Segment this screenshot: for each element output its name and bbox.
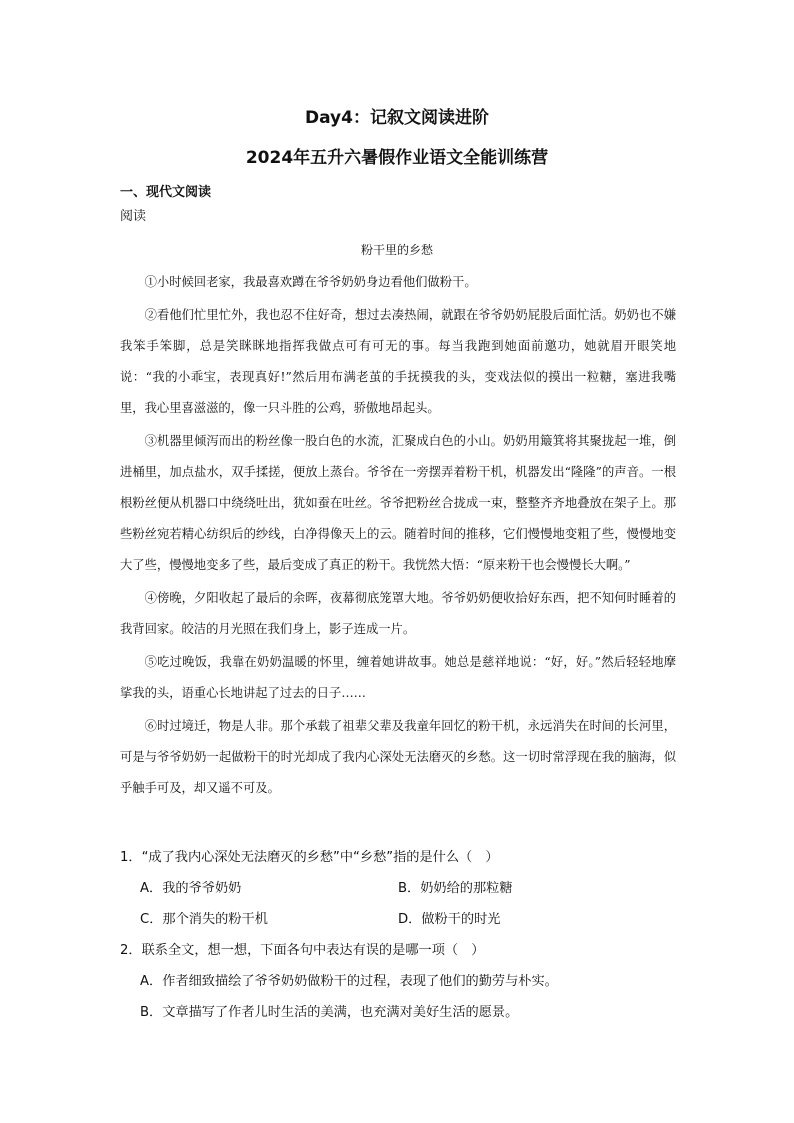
question-stem: 1．“成了我内心深处无法磨灭的乡愁”中“乡愁”指的是什么（ ） <box>120 850 499 865</box>
article-paragraph: ③机器里倾泻而出的粉丝像一股白色的水流，汇聚成白色的小山。奶奶用簸箕将其聚拢起一堆，倒进桶里，加点盐水，双手揉搓，便放上蒸台。爷爷在一旁摆弄着粉干机，机器发出“隆隆”的声音。一根根粉丝便从机器口中绕绕吐出，犹如蚕在吐丝。爷爷把粉丝合拢成一束，整整齐齐地叠放在架子上。那些粉丝宛若精心纺织后的纱线，白净得像天上的云。随着时间的推移，它们慢慢地变粗了些，慢慢地变大了些，慢慢地变多了些，最后变成了真正的粉干。我恍然大悟：“原来粉干也会慢慢长大啊。” <box>120 434 676 572</box>
option-row <box>120 873 676 904</box>
option-a: A．我的爷爷奶奶 <box>140 881 242 896</box>
article-paragraph: ⑤吃过晚饭，我靠在奶奶温暖的怀里，缠着她讲故事。她总是慈祥地说：“好，好。”然后轻轻地摩挲我的头，语重心长地讲起了过去的日子…… <box>120 655 676 700</box>
article-title: 粉干里的乡愁 <box>360 243 433 257</box>
reading-label: 阅读 <box>120 209 147 224</box>
question-stem: 2．联系全文，想一想，下面各句中表达有误的是哪一项（ ） <box>120 943 485 958</box>
option-row <box>120 904 676 935</box>
article-paragraph: ④傍晚，夕阳收起了最后的余晖，夜幕彻底笼罩大地。爷爷奶奶便收拾好东西，把不知何时睡着的我背回家。皎洁的月光照在我们身上，影子连成一片。 <box>120 591 676 636</box>
question-list <box>120 842 676 1028</box>
option-c: C．那个消失的粉干机 <box>140 912 268 927</box>
article-paragraph: ②看他们忙里忙外，我也忍不住好奇，想过去凑热闹，就跟在爷爷奶奶屁股后面忙活。奶奶也不嫌我笨手笨脚，总是笑眯眯地指挥我做点可有可无的事。每当我跑到她面前邀功，她就眉开眼笑地说：“我的小乖宝，表现真好!”然后用布满老茧的手抚摸我的头，变戏法似的摸出一粒糖，塞进我嘴里，我心里喜滋滋的，像一只斗胜的公鸡，骄傲地昂起头。 <box>120 308 676 415</box>
option-a: A．作者细致描绘了爷爷奶奶做粉干的过程，表现了他们的勤劳与朴实。 <box>140 974 558 989</box>
option-b: B．文章描写了作者儿时生活的美满，也充满对美好生活的愿景。 <box>140 1005 519 1020</box>
article-paragraph: ①小时候回老家，我最喜欢蹲在爷爷奶奶身边看他们做粉干。 <box>144 275 477 289</box>
page-title: Day4：记叙文阅读进阶 <box>305 108 489 128</box>
section-heading: 一、现代文阅读 <box>120 185 212 200</box>
article-paragraph: ⑥时过境迁，物是人非。那个承载了祖辈父辈及我童年回忆的粉干机，永远消失在时间的长河里，可是与爷爷奶奶一起做粉干的时光却成了我内心深处无法磨灭的乡愁。这一切时常浮现在我的脑海，似乎触手可及，却又遥不可及。 <box>120 719 676 795</box>
page-subtitle: 2024年五升六暑假作业语文全能训练营 <box>245 148 549 168</box>
option-b: B．奶奶给的那粒糖 <box>398 881 513 896</box>
article-body <box>120 267 676 806</box>
option-d: D．做粉干的时光 <box>398 912 501 927</box>
